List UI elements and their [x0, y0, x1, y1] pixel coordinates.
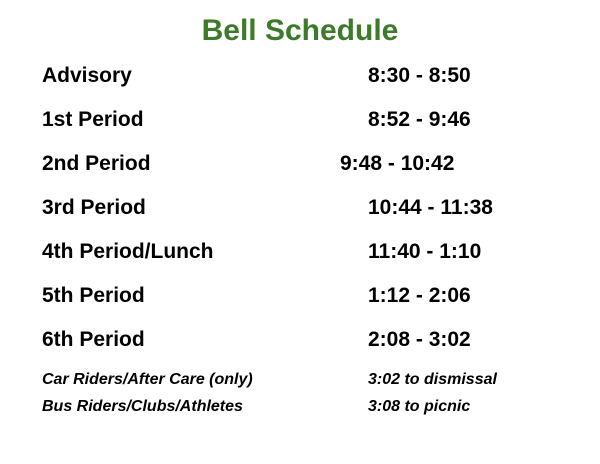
schedule-row-4th-period-lunch [42, 240, 582, 270]
note-label: Bus Riders/Clubs/Athletes [42, 398, 243, 415]
period-time: 8:30 - 8:50 [368, 64, 471, 87]
period-label: 3rd Period [42, 196, 146, 219]
dismissal-note-car-riders [42, 371, 582, 393]
period-label: 4th Period/Lunch [42, 240, 214, 263]
schedule-row-1st-period [42, 108, 582, 138]
note-time: 3:08 to picnic [368, 398, 471, 415]
schedule-row-6th-period [42, 328, 582, 358]
period-time: 8:52 - 9:46 [368, 108, 471, 131]
schedule-row-advisory [42, 64, 582, 94]
period-label: Advisory [42, 64, 132, 87]
note-label: Car Riders/After Care (only) [42, 371, 253, 388]
period-label: 2nd Period [42, 152, 151, 175]
period-label: 6th Period [42, 328, 145, 351]
dismissal-note-bus-riders [42, 398, 582, 420]
schedule-row-2nd-period [42, 152, 582, 182]
period-time: 9:48 - 10:42 [340, 152, 455, 175]
period-time: 2:08 - 3:02 [368, 328, 471, 351]
schedule-row-5th-period [42, 284, 582, 314]
schedule-row-3rd-period [42, 196, 582, 226]
period-time: 10:44 - 11:38 [368, 196, 493, 219]
period-label: 1st Period [42, 108, 144, 131]
period-time: 1:12 - 2:06 [368, 284, 471, 307]
note-time: 3:02 to dismissal [368, 371, 497, 388]
period-time: 11:40 - 1:10 [368, 240, 482, 263]
page-title: Bell Schedule [201, 14, 399, 47]
period-label: 5th Period [42, 284, 145, 307]
